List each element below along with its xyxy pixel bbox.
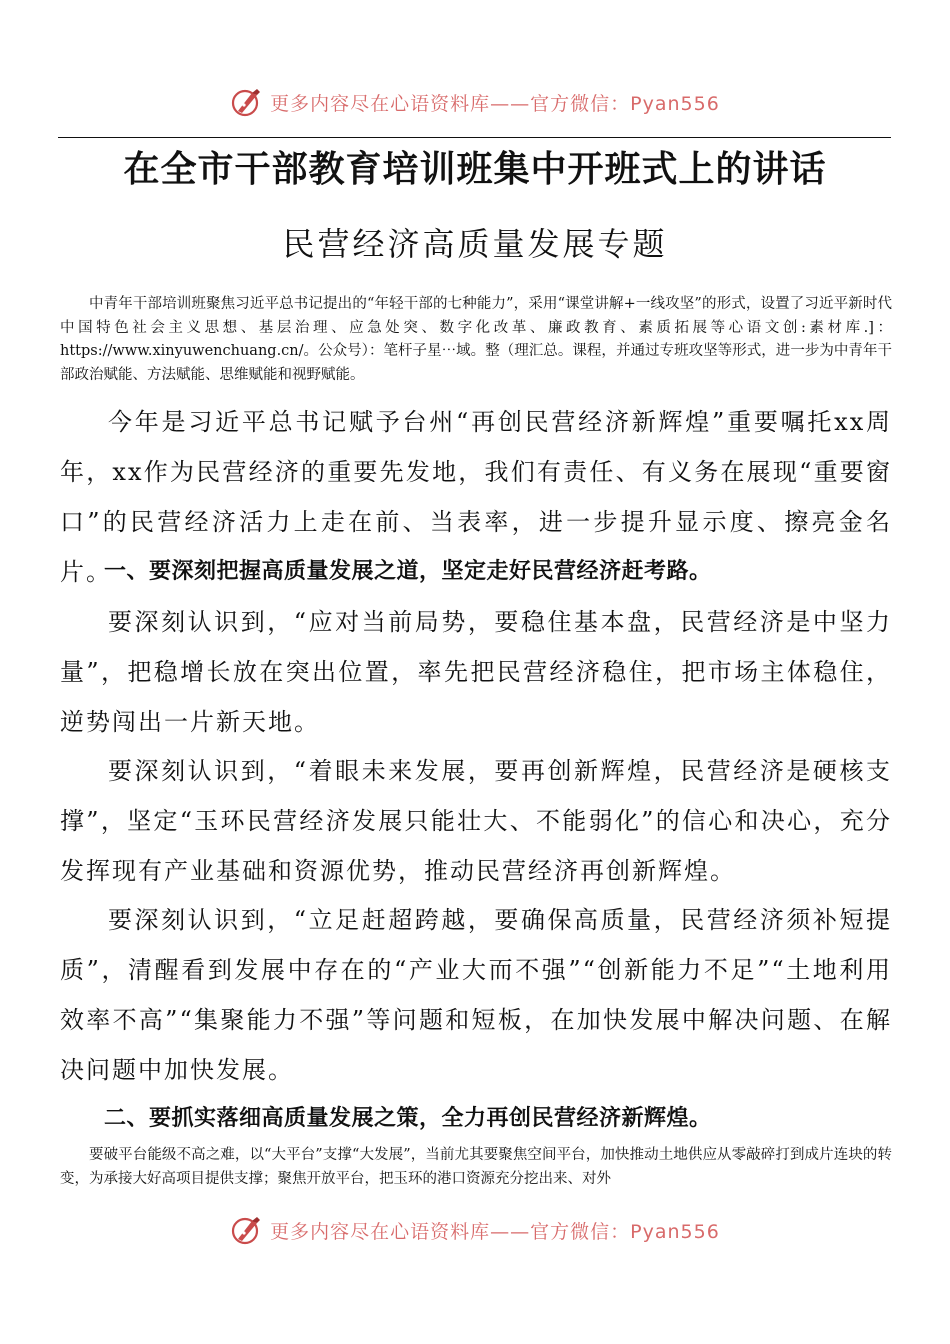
body-paragraph-2: 要深刻认识到，“应对当前局势，要稳住基本盘，民营经济是中坚力量”，把稳增长放在突出位置，率先把民营经济稳住，把市场主体稳住，逆势闯出一片新天地。 <box>60 608 892 736</box>
section-heading-2: 二、要抓实落细高质量发展之策，全力再创民营经济新辉煌。 <box>104 1106 712 1131</box>
intro-paragraph: 中青年干部培训班聚焦习近平总书记提出的“年轻干部的七种能力”，采用“课堂讲解+一线攻坚”的形式，设置了习近平新时代中国特色社会主义思想、基层治理、应急处突、数字化改革、廉政教育、素质拓展等心语文创:素材库.]：https://www.xinyuwenchuang.cn/。公众号）：笔杆子星⋯域。整（理汇总。课程，并通过专班攻坚等形式，进一步为中青年干部政治赋能、方法赋能、思维赋能和视野赋能。 <box>60 296 892 383</box>
watermark-text: 更多内容尽在心语资料库——官方微信：Pyan556 <box>270 92 720 115</box>
body-paragraph-4: 要深刻认识到，“立足赶超跨越，要确保高质量，民营经济须补短提质”，清醒看到发展中存在的“产业大而不强”“创新能力不足”“土地利用效率不高”“集聚能力不强”等问题和短板，在加快发展中解决问题、在解决问题中加快发展。 <box>60 906 892 1084</box>
watermark-banner-bottom <box>0 1210 950 1250</box>
watermark-text: 更多内容尽在心语资料库——官方微信：Pyan556 <box>270 1220 720 1243</box>
pen-logo-icon <box>230 85 264 119</box>
pen-logo-icon <box>230 1213 264 1247</box>
section-heading-1: 一、要深刻把握高质量发展之道，坚定走好民营经济赶考路。 <box>104 559 712 584</box>
wechat-id: Pyan556 <box>630 1220 720 1243</box>
body-paragraph-3: 要深刻认识到，“着眼未来发展，要再创新辉煌，民营经济是硬核支撑”，坚定“玉环民营经济发展只能壮大、不能弱化”的信心和决心，充分发挥现有产业基础和资源优势，推动民营经济再创新辉煌。 <box>60 757 892 885</box>
header-rule <box>58 137 891 138</box>
document-subtitle: 民营经济高质量发展专题 <box>282 225 668 263</box>
document-title: 在全市干部教育培训班集中开班式上的讲话 <box>123 148 827 190</box>
body-paragraph-5: 要破平台能级不高之难，以“大平台”支撑“大发展”，当前尤其要聚焦空间平台，加快推动土地供应从零敲碎打到成片连块的转变，为承接大好高项目提供支撑；聚焦开放平台，把玉环的港口资源充分挖出来、对外 <box>60 1147 892 1187</box>
wechat-id: Pyan556 <box>630 92 720 115</box>
watermark-banner-top <box>0 82 950 122</box>
body-paragraph-1: 今年是习近平总书记赋予台州“再创民营经济新辉煌”重要嘱托xx周年，xx作为民营经济的重要先发地，我们有责任、有义务在展现“重要窗口”的民营经济活力上走在前、当表率，进一步提升显示度、擦亮金名片。 <box>60 408 892 586</box>
